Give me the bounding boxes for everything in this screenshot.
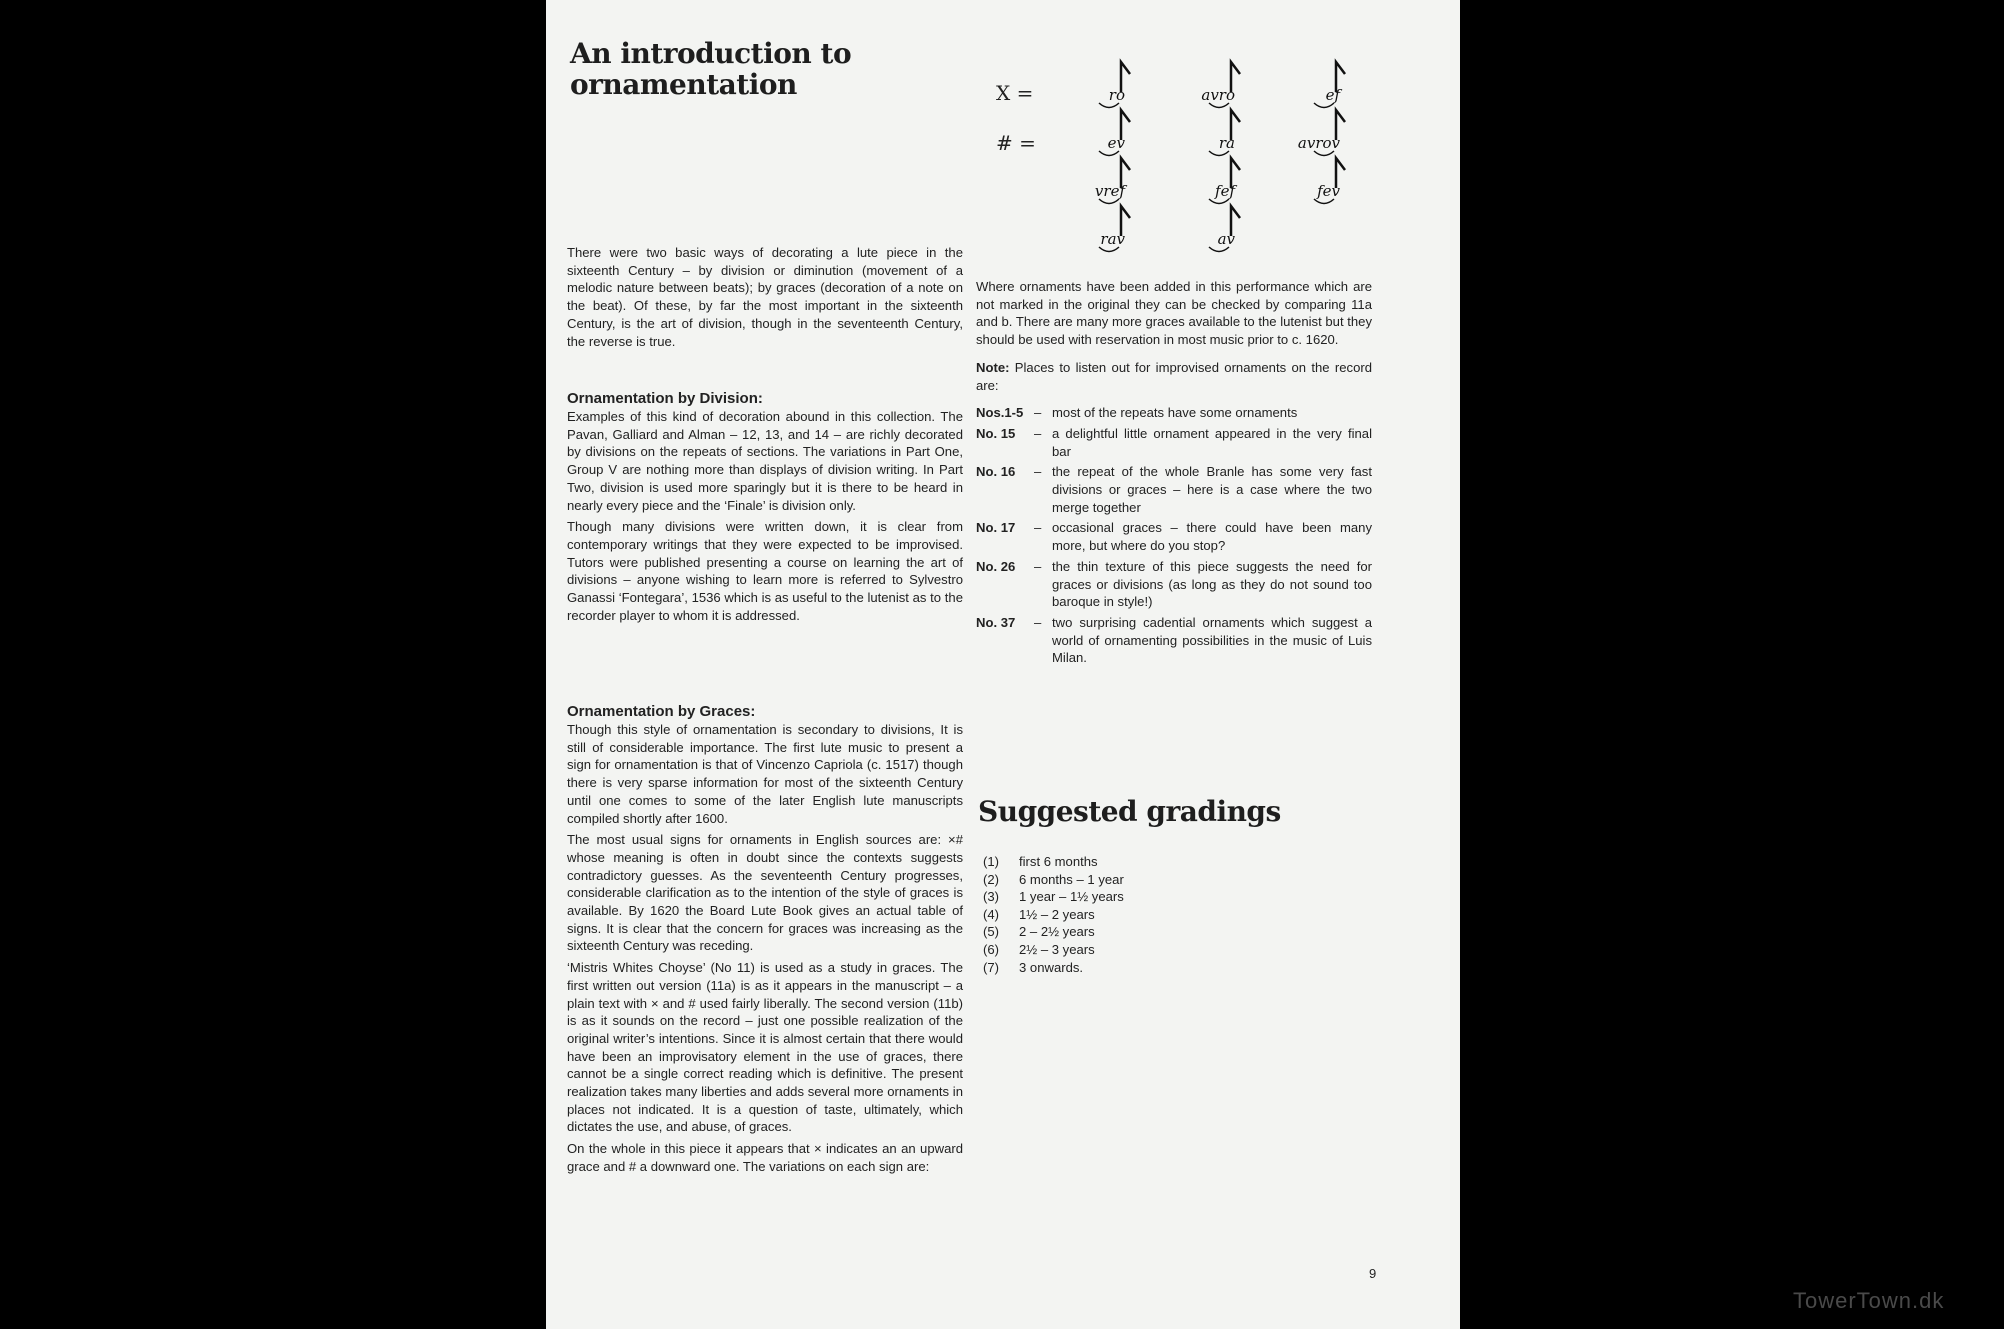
- item-dash: –: [1034, 425, 1042, 441]
- grading-number: (5): [983, 924, 1000, 940]
- grading-text: 1 year – 1½ years: [1019, 889, 1124, 905]
- grading-text: 3 onwards.: [1019, 959, 1084, 975]
- record-place-item: [976, 558, 1372, 611]
- ornament-glyph: [1314, 62, 1345, 108]
- record-place-item: [976, 614, 1372, 667]
- grading-number: (1): [983, 854, 1000, 869]
- note-text: Places to listen out for improvised ornaments on the record are:: [976, 359, 1372, 393]
- ornament-glyph: [1095, 158, 1130, 204]
- item-dash: –: [1034, 614, 1042, 630]
- record-place-item: [976, 519, 1372, 554]
- ornament-glyph: [1209, 158, 1240, 204]
- ornament-glyph: [1099, 62, 1130, 108]
- ornament-glyph-letters: av: [1217, 230, 1235, 248]
- item-number: No. 15: [976, 425, 1016, 441]
- item-number: No. 37: [976, 614, 1016, 630]
- record-places-list: [976, 404, 1372, 667]
- division-paragraph: Examples of this kind of decoration abound in this collection. The Pavan, Galliard and Alman – 12, 13, and 14 – are richly decorated by divisions on the repeats of sections. The variations in Part One, Group V are nothing more than displays of division writing. In Part Two, division is used more sparingly but it is there to be heard in nearly every piece and the ‘Finale’ is division only.: [567, 409, 963, 513]
- ornament-glyph: [1209, 110, 1240, 156]
- ornament-glyph: [1298, 110, 1345, 156]
- item-text: the repeat of the whole Branle has some very fast divisions or graces – here is a case where the two merge together: [1052, 464, 1372, 515]
- division-paragraph: Though many divisions were written down, it is clear from contemporary writings that they were expected to be improvised. Tutors were published presenting a course on learning the art of divisions – anyone wishing to learn more is referred to Sylvestro Ganassi ‘Fontegara’, 1536 which is as useful to the lutenist as to the recorder player to whom it is addressed.: [567, 519, 963, 623]
- right-column: [976, 278, 1372, 670]
- grading-number: (4): [983, 906, 1000, 922]
- grading-number: (3): [983, 889, 1000, 905]
- ornament-signs-diagram: [986, 50, 1406, 265]
- document-page: [546, 0, 1460, 1329]
- graces-paragraph: ‘Mistris Whites Choyse’ (No 11) is used as a study in graces. The first written out version (11a) is as it appears in the manuscript – a plain text with × and # used fairly liberally. The second version (11b) is as it sounds on the record – just one possible realization of the original writer’s intentions. Since it is almost certain that there would have been an improvisatory element in the use of graces, there cannot be a single correct reading which is definitive. The present realization takes many liberties and adds several more ornaments in places not indicated. It is a question of taste, ultimately, which dictates the use, and abuse, of graces.: [567, 960, 963, 1135]
- graces-paragraph: The most usual signs for ornaments in English sources are: ×# whose meaning is often in doubt since the contexts suggests contradictory guesses. As the seventeenth Century progresses, considerable clarification as to the intention of the style of graces is available. By 1620 the Board Lute Book gives an actual table of signs. It is clear that the concern for graces was increasing as the sixteenth Century was receding.: [567, 832, 963, 954]
- item-dash: –: [1034, 464, 1042, 480]
- grading-number: (6): [983, 941, 1000, 957]
- division-heading: Ornamentation by Division:: [567, 390, 763, 407]
- grading-text: 2½ – 3 years: [1019, 941, 1095, 957]
- sign-x-label: X =: [996, 81, 1034, 105]
- ornament-glyph-letters: ef: [1325, 86, 1340, 104]
- item-text: most of the repeats have some ornaments: [1052, 405, 1298, 421]
- grading-text: 6 months – 1 year: [1019, 871, 1124, 887]
- item-dash: –: [1034, 520, 1042, 536]
- ornament-glyph: [1201, 62, 1240, 108]
- gradings-list: [983, 853, 1124, 976]
- grading-number: (7): [983, 959, 1000, 975]
- where-paragraph: Where ornaments have been added in this performance which are not marked in the original they can be checked by comparing 11a and b. There are many more graces available to the lutenist but they should be used with reservation in most music prior to c. 1620.: [976, 279, 1372, 348]
- grading-item: [983, 923, 1124, 941]
- ornament-glyph-letters: ev: [1107, 134, 1125, 152]
- item-number: No. 17: [976, 520, 1016, 536]
- graces-paragraph: On the whole in this piece it appears that × indicates an an upward grace and # a downward one. The variations on each sign are:: [567, 1141, 963, 1174]
- record-place-item: [976, 404, 1372, 422]
- graces-heading: Ornamentation by Graces:: [567, 703, 756, 720]
- grading-item: [983, 941, 1124, 959]
- intro-paragraph: There were two basic ways of decorating a lute piece in the sixteenth Century – by division or diminution (movement of a melodic nature between beats); by graces (decoration of a note on the beat). Of these, by far the most important in the sixteenth Century, is the art of division, though in the seventeenth Century, the reverse is true.: [567, 245, 963, 349]
- grading-item: [983, 871, 1124, 889]
- ornament-glyph: [1314, 158, 1345, 204]
- item-number: No. 16: [976, 464, 1016, 480]
- grading-text: first 6 months: [1019, 854, 1098, 869]
- ornament-glyph-letters: rav: [1100, 230, 1125, 248]
- ornament-glyph-letters: ro: [1108, 86, 1125, 104]
- gradings-heading: Suggested gradings: [978, 795, 1281, 828]
- item-text: the thin texture of this piece suggests the need for graces or divisions (as long as they do not sound too baroque in style!): [1052, 558, 1372, 610]
- ornament-glyph-letters: ra: [1218, 134, 1235, 152]
- item-number: No. 26: [976, 558, 1016, 574]
- ornament-glyph: [1209, 206, 1240, 252]
- graces-section: [567, 703, 963, 1180]
- note-label: Note:: [976, 359, 1010, 375]
- grading-item: [983, 959, 1124, 977]
- page-title: An introduction to ornamentation: [570, 37, 852, 101]
- item-text: occasional graces – there could have been many more, but where do you stop?: [1052, 520, 1372, 554]
- ornament-glyph: [1099, 206, 1130, 252]
- ornament-glyph-letters: fev: [1317, 182, 1340, 200]
- ornament-glyph-letters: avrov: [1297, 134, 1340, 152]
- ornament-glyph-letters: fef: [1215, 182, 1235, 200]
- ornament-glyph: [1099, 110, 1130, 156]
- item-dash: –: [1034, 558, 1042, 574]
- item-dash: –: [1034, 405, 1042, 421]
- item-text: two surprising cadential ornaments which suggest a world of ornamenting possibilities in the music of Luis Milan.: [1052, 614, 1372, 666]
- note-paragraph: [976, 359, 1372, 394]
- sign-hash-label: # =: [996, 131, 1036, 155]
- grading-item: [983, 888, 1124, 906]
- ornament-glyph-letters: avro: [1201, 86, 1235, 104]
- graces-paragraph: Though this style of ornamentation is secondary to divisions, It is still of considerable importance. The first lute music to present a sign for ornamentation is that of Vincenzo Capriola (c. 1517) though there is very sparse information for most of the sixteenth Century until one comes to some of the later English lute manuscripts compiled shortly after 1600.: [567, 722, 963, 826]
- record-place-item: [976, 425, 1372, 460]
- ornament-glyph-letters: vref: [1094, 182, 1125, 200]
- grading-item: [983, 906, 1124, 924]
- watermark: TowerTown.dk: [1793, 1288, 1945, 1313]
- grading-number: (2): [983, 871, 1000, 887]
- page-number: 9: [1369, 1266, 1377, 1281]
- record-place-item: [976, 463, 1372, 516]
- grading-text: 2 – 2½ years: [1019, 924, 1095, 940]
- division-section: [567, 390, 963, 628]
- grading-item: [983, 853, 1124, 871]
- item-number: Nos.1-5: [976, 405, 1024, 421]
- grading-text: 1½ – 2 years: [1019, 906, 1095, 922]
- item-text: a delightful little ornament appeared in the very final bar: [1052, 425, 1372, 459]
